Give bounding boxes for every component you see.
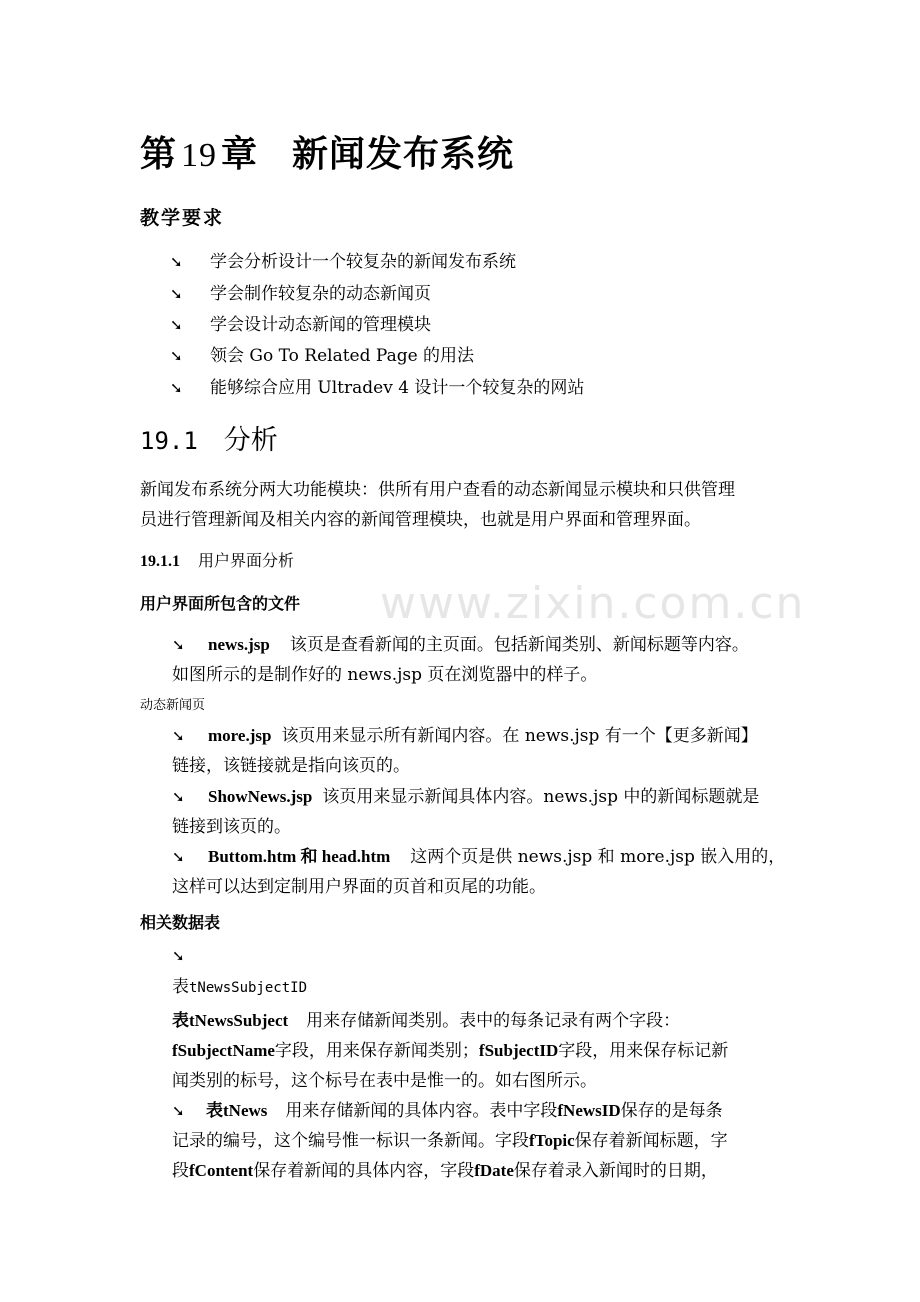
- arrow-bullet-icon: ➘: [172, 727, 185, 745]
- file-entry-news-cont: 如图所示的是制作好的 news.jsp 页在浏览器中的样子。: [172, 665, 598, 685]
- section-name: 分析: [223, 425, 278, 456]
- file-entry-shownews-cont: 链接到该页的。: [172, 817, 291, 837]
- section-title: [140, 418, 278, 457]
- watermark: www.zixin.com.cn: [380, 578, 806, 629]
- file-entry-more-cont: 链接，该链接就是指向该页的。: [172, 756, 410, 776]
- files-heading: 用户界面所包含的文件: [140, 594, 301, 613]
- table-desc-news-line1: [172, 1096, 723, 1121]
- figure-label: [172, 972, 307, 997]
- field-desc: 保存的是每条: [620, 1101, 723, 1121]
- table-prefix: 表: [172, 1011, 189, 1031]
- chapter-title: [140, 126, 514, 177]
- arrow-bullet-icon: ➘: [170, 379, 183, 397]
- table-desc: 用来存储新闻类别。表中的每条记录有两个字段：: [306, 1011, 681, 1031]
- requirement-text: 学会制作较复杂的动态新闻页: [210, 284, 431, 304]
- figure-caption: 动态新闻页: [140, 698, 206, 713]
- requirement-item: [170, 279, 431, 304]
- arrow-bullet-icon: ➘: [170, 285, 183, 303]
- table-name: tNews: [223, 1101, 268, 1120]
- chapter-name: 新闻发布系统: [292, 133, 515, 175]
- field-desc: 记录的编号，这个编号惟一标识一条新闻。字段: [172, 1131, 529, 1151]
- table-desc-news-line2: [172, 1126, 728, 1151]
- field-desc: 保存着新闻标题，字: [574, 1131, 728, 1151]
- arrow-bullet-icon: ➘: [170, 316, 183, 334]
- requirement-item: [170, 310, 431, 335]
- file-name: more.jsp: [208, 726, 272, 745]
- requirement-text: 学会设计动态新闻的管理模块: [210, 315, 431, 335]
- arrow-bullet-icon: ➘: [172, 848, 185, 866]
- requirement-text: 领会 Go To Related Page 的用法: [210, 346, 475, 366]
- arrow-bullet-icon: ➘: [172, 636, 185, 654]
- field-desc: 保存着新闻的具体内容，字段: [253, 1161, 475, 1181]
- requirement-item: [170, 247, 516, 272]
- file-name: news.jsp: [208, 635, 270, 654]
- file-entry-buttom: [172, 842, 785, 867]
- requirement-text: 能够综合应用 Ultradev 4 设计一个较复杂的网站: [210, 378, 585, 398]
- requirements-heading: 教学要求: [140, 207, 225, 229]
- table-name: tNewsSubject: [189, 1011, 289, 1030]
- field-name: fTopic: [529, 1131, 575, 1150]
- section-paragraph-line: 员进行管理新闻及相关内容的新闻管理模块，也就是用户界面和管理界面。: [140, 510, 701, 530]
- table-prefix: 表: [206, 1101, 223, 1121]
- table-desc-subject-line2: [172, 1036, 728, 1061]
- file-name: ShowNews.jsp: [208, 787, 313, 806]
- tables-heading: 相关数据表: [140, 913, 221, 932]
- file-entry-news: [172, 630, 749, 655]
- file-name: Buttom.htm 和 head.htm: [208, 847, 391, 866]
- file-desc: 这两个页是供 news.jsp 和 more.jsp 嵌入用的，: [410, 847, 786, 867]
- requirement-text: 学会分析设计一个较复杂的新闻发布系统: [210, 252, 516, 272]
- requirement-item: [170, 341, 474, 366]
- requirement-item: [170, 373, 584, 398]
- chapter-number: 19: [181, 137, 218, 174]
- field-desc: 字段，用来保存标记新: [558, 1041, 729, 1061]
- field-name: fNewsID: [557, 1101, 621, 1120]
- chapter-suffix: 章: [221, 133, 259, 175]
- field-desc: 保存着录入新闻时的日期，: [513, 1161, 718, 1181]
- file-entry-shownews: [172, 782, 759, 807]
- arrow-bullet-icon: ➘: [172, 1102, 185, 1120]
- table-desc-subject-line1: [172, 1006, 680, 1031]
- table-desc-news-line3: [172, 1156, 718, 1181]
- table-desc-subject-line3: 闻类别的标号，这个标号在表中是惟一的。如右图所示。: [172, 1071, 597, 1091]
- field-name: fDate: [474, 1161, 514, 1180]
- subsection-number: 19.1.1: [140, 553, 180, 570]
- field-desc: 字段，用来保存新闻类别；: [274, 1041, 479, 1061]
- field-name: fContent: [189, 1161, 254, 1180]
- arrow-bullet-icon: ➘: [170, 347, 183, 365]
- section-number: 19.1: [140, 427, 198, 455]
- file-desc: 该页用来显示新闻具体内容。news.jsp 中的新闻标题就是: [322, 787, 760, 807]
- section-paragraph-line: 新闻发布系统分两大功能模块：供所有用户查看的动态新闻显示模块和只供管理: [140, 480, 735, 500]
- field-desc: 段: [172, 1161, 189, 1181]
- file-desc: 该页用来显示所有新闻内容。在 news.jsp 有一个【更多新闻】: [281, 726, 758, 746]
- figure-label-prefix: 表: [172, 977, 189, 997]
- arrow-bullet-icon: ➘: [172, 947, 185, 965]
- subsection-title: [140, 548, 294, 571]
- arrow-bullet-icon: ➘: [170, 253, 183, 271]
- chapter-prefix: 第: [140, 133, 178, 175]
- arrow-bullet-icon: ➘: [172, 788, 185, 806]
- file-entry-more: [172, 721, 758, 746]
- table-desc: 用来存储新闻的具体内容。表中字段: [285, 1101, 558, 1121]
- file-entry-buttom-cont: 这样可以达到定制用户界面的页首和页尾的功能。: [172, 877, 546, 897]
- file-desc: 该页是查看新闻的主页面。包括新闻类别、新闻标题等内容。: [289, 635, 749, 655]
- field-name: fSubjectID: [478, 1041, 559, 1060]
- subsection-name: 用户界面分析: [198, 551, 295, 570]
- figure-label-code: tNewsSubjectID: [189, 980, 308, 996]
- field-name: fSubjectName: [172, 1041, 275, 1060]
